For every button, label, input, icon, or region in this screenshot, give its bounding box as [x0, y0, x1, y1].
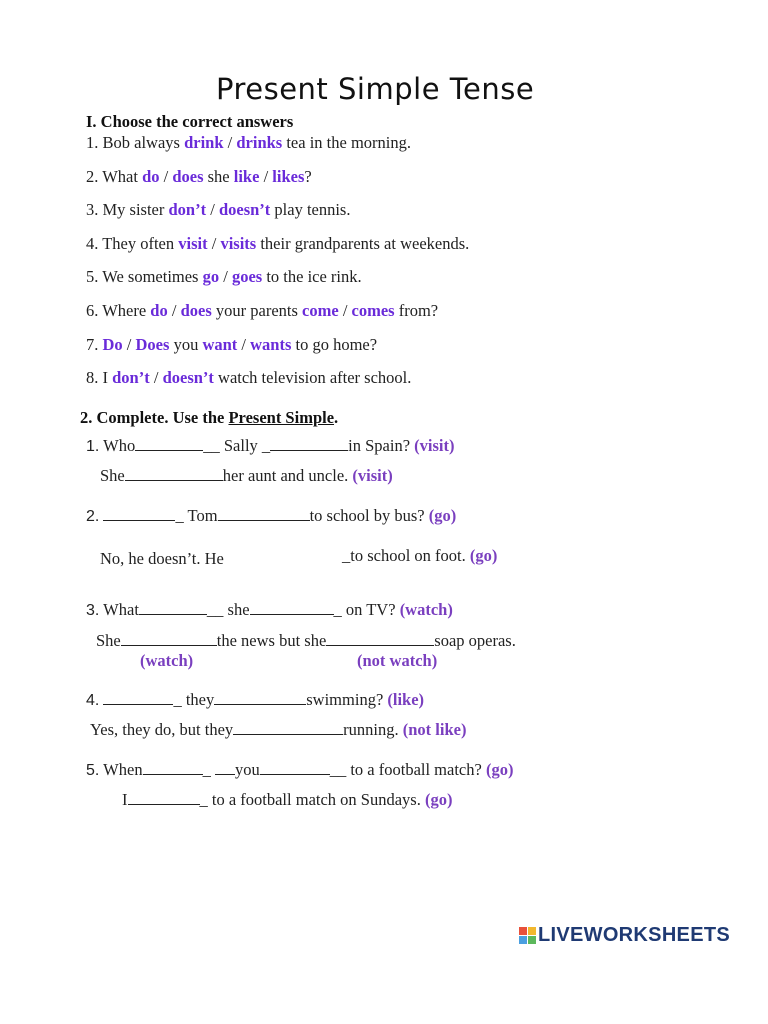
sentence-text: My sister — [102, 200, 169, 220]
item-number: 1. — [86, 438, 100, 455]
sentence-text: She — [100, 466, 125, 485]
verb-hint: (visit) — [414, 436, 455, 455]
answer-blank[interactable] — [260, 760, 330, 775]
sentence-text: tea in the morning. — [282, 133, 411, 152]
item-number: 3. — [86, 200, 103, 220]
sentence-text: / — [149, 368, 163, 388]
answer-option[interactable]: drink — [184, 133, 224, 152]
verb-hint: (watch) — [140, 651, 194, 670]
answer-blank[interactable] — [218, 506, 310, 521]
sentence-text: _ on TV? — [333, 600, 400, 619]
item-number: 2. — [86, 166, 103, 186]
verb-hint: (go) — [428, 506, 457, 525]
answer-blank[interactable] — [125, 466, 223, 481]
sentence-text: / — [219, 267, 232, 287]
sentence-text: _ Tom — [175, 506, 218, 525]
answer-blank[interactable] — [103, 690, 173, 705]
sentence-text: / — [338, 301, 352, 320]
sentence-text: They often — [102, 233, 179, 253]
sentence-text: to go home? — [291, 334, 378, 354]
answer-option[interactable]: goes — [231, 267, 263, 287]
sentence-text: What — [99, 600, 139, 619]
answer-option[interactable]: go — [202, 267, 220, 287]
answer-option[interactable]: don’t — [112, 368, 150, 388]
logo-mark-icon — [519, 927, 536, 944]
sentence-text: in Spain? — [348, 436, 415, 455]
answer-option[interactable]: want — [202, 334, 238, 354]
sentence-text: / — [159, 166, 173, 186]
verb-hint: (not like) — [402, 720, 467, 739]
verb-hint: (go) — [424, 790, 453, 809]
item-number: 4. — [86, 233, 103, 253]
answer-option[interactable]: don’t — [168, 200, 207, 220]
answer-blank[interactable] — [250, 600, 334, 615]
logo-text: LIVEWORKSHEETS — [538, 924, 730, 946]
item-number: 3. — [86, 602, 100, 619]
section-2-heading-underlined: Present Simple — [228, 408, 335, 427]
section-2-heading — [80, 408, 338, 428]
page-title: Present Simple Tense — [216, 72, 535, 106]
answer-blank[interactable] — [128, 790, 200, 805]
answer-blank[interactable] — [214, 690, 306, 705]
answer-blank[interactable] — [103, 506, 175, 521]
sentence-text: We sometimes — [102, 267, 203, 287]
sentence-text: you — [169, 334, 203, 354]
item-number: 7. — [86, 334, 103, 354]
exercise-line — [86, 436, 455, 456]
answer-option[interactable]: Does — [135, 334, 170, 354]
item-number: 8. — [86, 368, 103, 388]
question-row — [86, 301, 438, 321]
sentence-text: Where — [102, 301, 151, 320]
sentence-text: _ to a football match on Sundays. — [199, 790, 425, 809]
exercise-line — [86, 600, 453, 620]
answer-blank[interactable] — [326, 631, 434, 646]
sentence-text: / — [207, 233, 221, 253]
exercise-line — [100, 549, 224, 569]
item-number: 6. — [86, 301, 103, 320]
exercise-line — [100, 466, 393, 486]
answer-blank[interactable] — [215, 760, 235, 775]
sentence-text: / — [206, 200, 219, 220]
sentence-text: watch television after school. — [213, 368, 412, 388]
sentence-text: / — [259, 166, 273, 186]
answer-option[interactable]: like — [233, 166, 260, 186]
sentence-text: to school by bus? — [309, 506, 429, 525]
sentence-text: the news but she — [216, 631, 327, 650]
sentence-text: her aunt and uncle. — [222, 466, 353, 485]
sentence-text: I — [122, 790, 128, 809]
exercise-line — [122, 790, 452, 810]
section-2-heading-suffix: . — [334, 408, 339, 427]
question-row — [86, 167, 312, 187]
sentence-text: _to school on foot. — [342, 546, 470, 565]
answer-blank[interactable] — [135, 436, 203, 451]
answer-option[interactable]: does — [180, 301, 212, 320]
answer-option[interactable]: likes — [272, 166, 305, 186]
answer-blank[interactable] — [121, 631, 217, 646]
sentence-text: / — [122, 334, 136, 354]
sentence-text: play tennis. — [270, 200, 351, 220]
verb-hint: (go) — [485, 760, 514, 779]
sentence-text: ? — [304, 166, 312, 186]
sentence-text: / — [223, 133, 237, 152]
answer-option[interactable]: comes — [351, 301, 395, 320]
exercise-line — [86, 690, 424, 710]
verb-hint: (like) — [387, 690, 425, 709]
question-row — [86, 368, 411, 388]
answer-blank[interactable] — [270, 436, 348, 451]
exercise-line — [90, 720, 466, 740]
sentence-text: you — [234, 760, 260, 779]
question-row — [86, 335, 377, 355]
sentence-text: / — [167, 301, 181, 320]
sentence-text: When — [99, 760, 143, 779]
sentence-text: your parents — [211, 301, 303, 320]
item-number: 5. — [86, 267, 103, 287]
sentence-text: swimming? — [306, 690, 388, 709]
exercise-line — [96, 631, 516, 651]
answer-option[interactable]: visits — [220, 233, 257, 253]
sentence-text: their grandparents at weekends. — [256, 233, 470, 253]
sentence-text: Bob always — [102, 133, 185, 152]
sentence-text: _ — [202, 760, 215, 779]
question-row — [86, 267, 362, 287]
answer-option[interactable]: come — [302, 301, 339, 320]
answer-option[interactable]: do — [150, 301, 168, 320]
exercise-line — [86, 760, 513, 780]
section-1-heading: I. Choose the correct answers — [86, 112, 294, 131]
sentence-text: she — [203, 166, 234, 186]
sentence-text: Who — [99, 436, 136, 455]
answer-option[interactable]: do — [142, 166, 160, 186]
sentence-text: She — [96, 631, 121, 650]
exercise-line — [357, 651, 437, 671]
sentence-text: to the ice rink. — [262, 267, 362, 287]
question-row — [86, 200, 350, 220]
sentence-text: from? — [394, 301, 439, 320]
question-row — [86, 234, 469, 254]
sentence-text: No, he doesn’t. He — [100, 549, 224, 568]
sentence-text: soap operas. — [434, 631, 516, 650]
answer-option[interactable]: drinks — [236, 133, 283, 152]
sentence-text: __ Sally _ — [203, 436, 271, 455]
answer-option[interactable]: visit — [178, 233, 208, 253]
exercise-line — [140, 651, 193, 671]
section-2-heading-prefix: 2. Complete. Use the — [80, 408, 229, 427]
answer-blank[interactable] — [233, 720, 343, 735]
liveworksheets-logo[interactable] — [519, 924, 730, 947]
answer-option[interactable]: doesn’t — [162, 368, 214, 388]
item-number: 1. — [86, 133, 103, 152]
verb-hint: (not watch) — [357, 651, 438, 670]
sentence-text: / — [237, 334, 251, 354]
verb-hint: (visit) — [352, 466, 393, 485]
verb-hint: (watch) — [399, 600, 453, 619]
sentence-text: _ they — [173, 690, 215, 709]
answer-blank[interactable] — [139, 600, 207, 615]
answer-option[interactable]: does — [172, 166, 204, 186]
item-number: 5. — [86, 762, 100, 779]
sentence-text: running. — [343, 720, 403, 739]
answer-option[interactable]: Do — [102, 334, 123, 354]
answer-option[interactable]: doesn’t — [218, 200, 271, 220]
sentence-text: I — [102, 368, 113, 388]
answer-option[interactable]: wants — [250, 334, 292, 354]
item-number: 4. — [86, 692, 100, 709]
exercise-line — [342, 546, 497, 566]
verb-hint: (go) — [469, 546, 498, 565]
item-number: 2. — [86, 508, 100, 525]
sentence-text: __ to a football match? — [329, 760, 486, 779]
sentence-text: __ she — [206, 600, 250, 619]
answer-blank[interactable] — [143, 760, 203, 775]
sentence-text: What — [102, 166, 143, 186]
sentence-text: Yes, they do, but they — [90, 720, 234, 739]
question-row — [86, 133, 411, 153]
exercise-line — [86, 506, 456, 526]
